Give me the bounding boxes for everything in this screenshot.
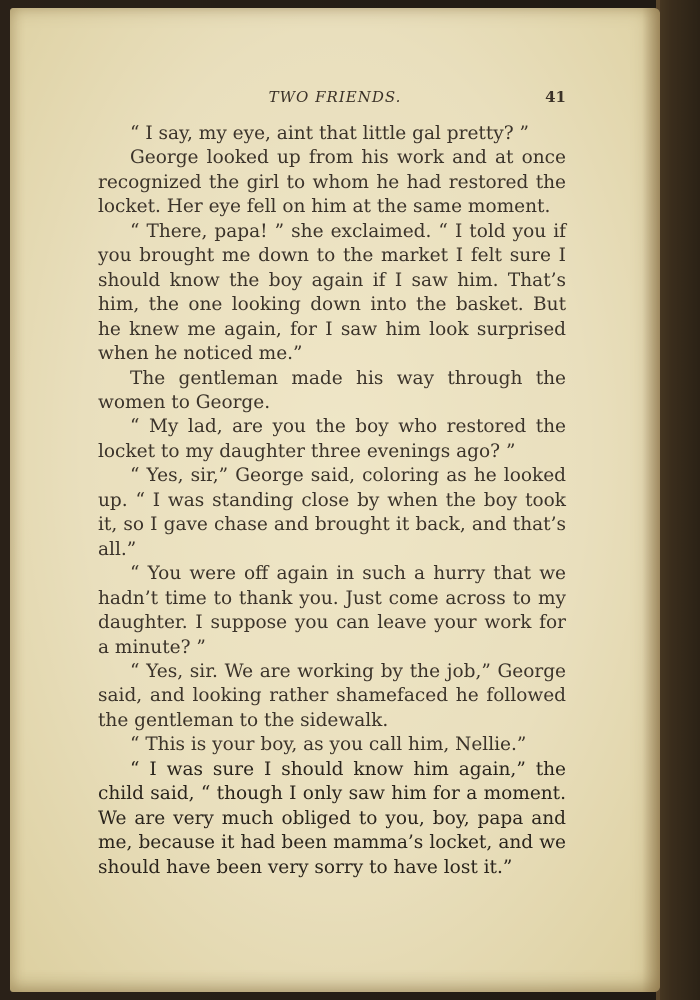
page-header	[98, 88, 572, 112]
paragraph: “ There, papa! ” she exclaimed. “ I told you if you brought me down to the market I felt sure I should know the boy again if I saw him. That’s him, the one looking down into the basket. But he knew me again, for I saw him look surprised when he noticed me.”	[98, 220, 566, 365]
paragraph: The gentleman made his way through the women to George.	[98, 367, 566, 413]
body-text	[98, 122, 566, 880]
paragraph: “ My lad, are you the boy who restored the locket to my daughter three evenings ago? ”	[98, 416, 566, 462]
paragraph: “ Yes, sir. We are working by the job,” George said, and looking rather shamefaced he followed the gentleman to the sidewalk.	[98, 660, 566, 731]
paragraph: “ I was sure I should know him again,” the child said, “ though I only saw him for a moment. We are very much obliged to you, boy, papa and me, because it had been mamma’s locket, and we should have been very sorry to have lost it.”	[98, 758, 566, 878]
paragraph: “ You were off again in such a hurry that we hadn’t time to thank you. Just come across to my daughter. I suppose you can leave your work for a minute? ”	[98, 563, 566, 658]
paragraph: “ I say, my eye, aint that little gal pretty? ”	[130, 123, 529, 144]
page-number: 41	[545, 88, 566, 106]
paragraph: George looked up from his work and at once recognized the girl to whom he had restored the locket. Her eye fell on him at the same moment.	[98, 147, 566, 218]
running-head: TWO FRIENDS.	[268, 88, 402, 106]
paragraph: “ This is your boy, as you call him, Nellie.”	[130, 734, 527, 756]
paragraph: “ Yes, sir,” George said, coloring as he looked up. “ I was standing close by when the boy took it, so I gave chase and brought it back, and that’s all.”	[98, 465, 566, 560]
book-binding	[656, 0, 700, 1000]
